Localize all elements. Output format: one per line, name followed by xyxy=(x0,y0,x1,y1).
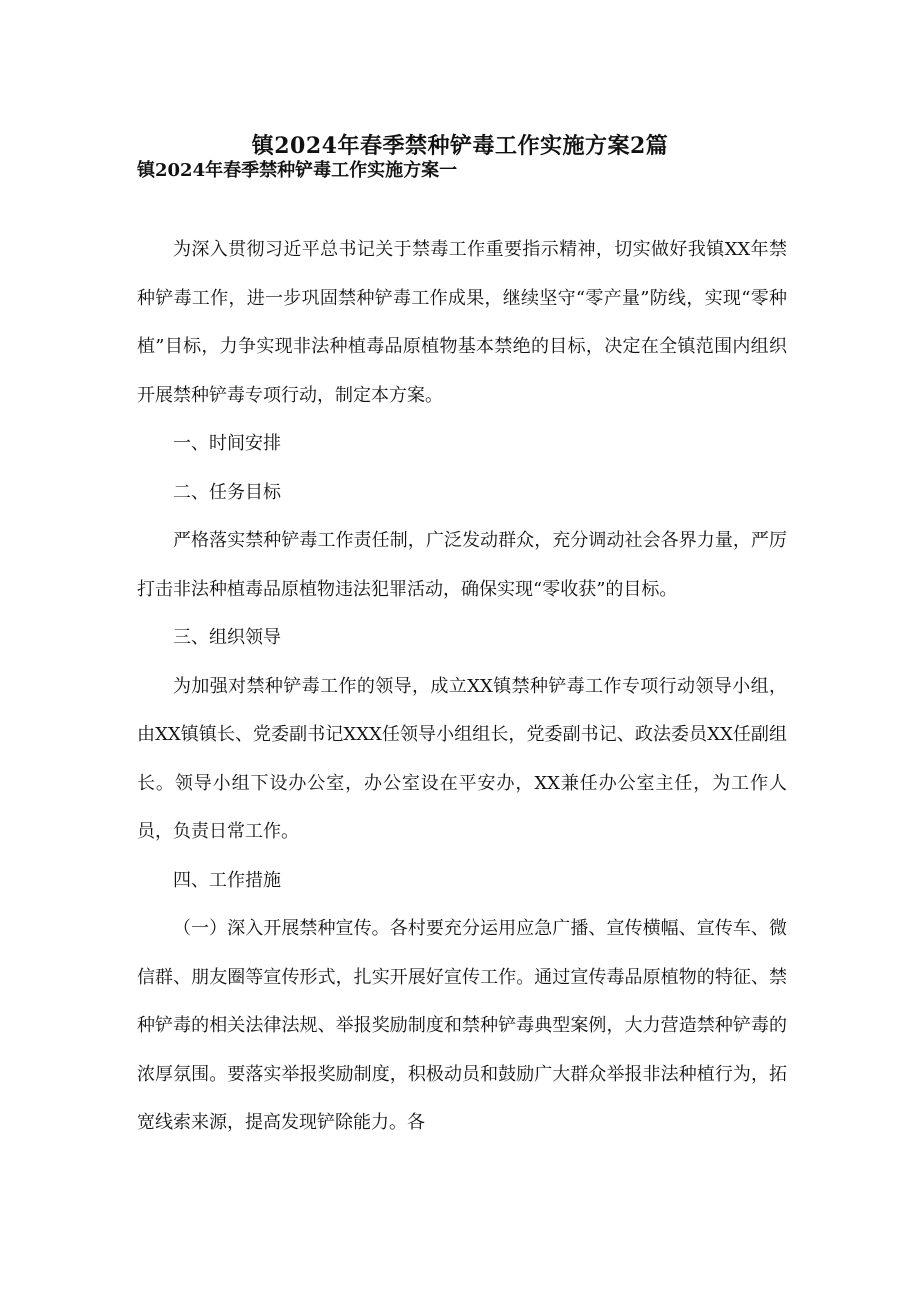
section-title: 镇2024年春季禁种铲毒工作实施方案一 xyxy=(137,160,458,181)
heading-work-measures: 四、工作措施 xyxy=(173,869,281,891)
measure-1-paragraph: （一）深入开展禁种宣传。各村要充分运用应急广播、宣传横幅、宣传车、微信群、朋友圈等宣传形式，扎实开展好宣传工作。通过宣传毒品原植物的特征、禁种铲毒的相关法律法规、举报奖励制度和禁种铲毒典型案例，大力营造禁种铲毒的浓厚氛围。要落实举报奖励制度，积极动员和鼓励广大群众举报非法种植行为，拓宽线索来源，提高发现铲除能力。各 xyxy=(137,918,787,1133)
heading-task-goals: 二、任务目标 xyxy=(173,481,281,503)
document-body xyxy=(137,226,787,1148)
heading-time-schedule: 一、时间安排 xyxy=(173,433,281,454)
intro-paragraph: 为深入贯彻习近平总书记关于禁毒工作重要指示精神，切实做好我镇XX年禁种铲毒工作，进一步巩固禁种铲毒工作成果，继续坚守“零产量”防线，实现“零种植”目标，力争实现非法种植毒品原植物基本禁绝的目标，决定在全镇范围内组织开展禁种铲毒专项行动，制定本方案。 xyxy=(137,239,787,406)
document-title: 镇2024年春季禁种铲毒工作实施方案2篇 xyxy=(251,133,669,159)
leadership-paragraph: 为加强对禁种铲毒工作的领导，成立XX镇禁种铲毒工作专项行动领导小组，由XX镇镇长、党委副书记XXX任领导小组组长，党委副书记、政法委员XX任副组长。领导小组下设办公室，办公室设在平安办，XX兼任办公室主任，为工作人员，负责日常工作。 xyxy=(137,675,787,842)
heading-organization-leadership: 三、组织领导 xyxy=(173,627,281,648)
task-goals-paragraph: 严格落实禁种铲毒工作责任制，广泛发动群众，充分调动社会各界力量，严厉打击非法种植毒品原植物违法犯罪活动，确保实现“零收获”的目标。 xyxy=(137,530,787,600)
